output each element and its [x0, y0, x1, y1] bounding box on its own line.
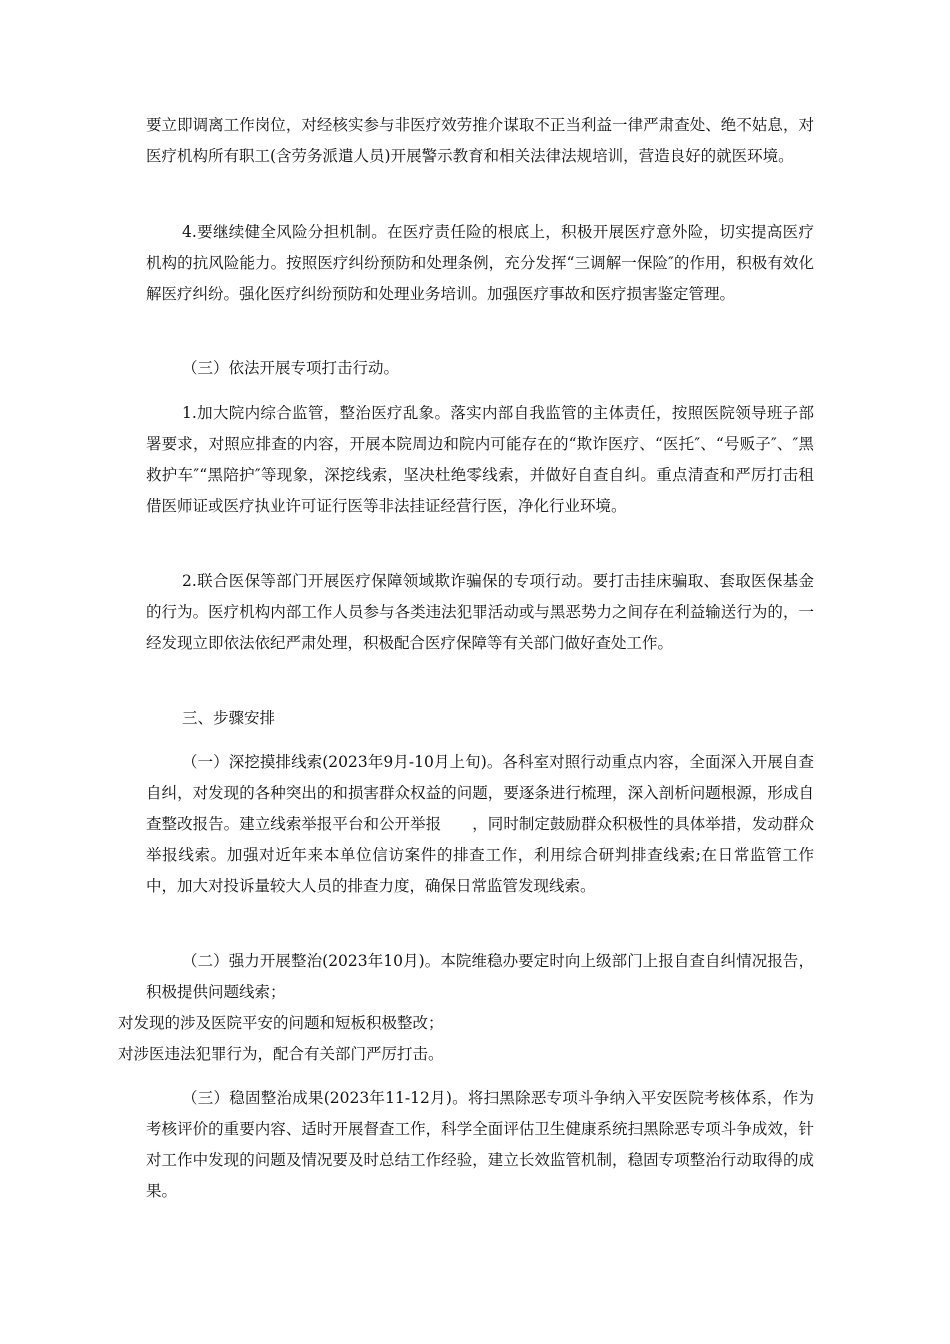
- line-crackdown: 对涉医违法犯罪行为，配合有关部门严厉打击。: [118, 1045, 444, 1063]
- paragraph-internal-supervision: 1.加大院内综合监管，整治医疗乱象。落实内部自我监管的主体责任，按照医院领导班子部署要求，对照应排查的内容，开展本院周边和院内可能存在的“欺诈医疗、“医托″、“号贩子″、″黑救护车″“黑陪护″等现象，深挖线索，坚决杜绝零线索，并做好自查自纠。重点清查和严厉打击租借医师证或医疗执业许可证行医等非法挂证经营行医，净化行业环境。: [146, 404, 814, 515]
- section-heading-steps: 三、步骤安排: [182, 709, 276, 727]
- paragraph-step-three: （三）稳固整治成果(2023年11-12月)。将扫黑除恶专项斗争纳入平安医院考核体系，作为考核评价的重要内容、适时开展督查工作，科学全面评估卫生健康系统扫黑除恶专项斗争成效，针对工作中发现的问题及情况要及时总结工作经验，建立长效监管机制，稳固专项整治行动取得的成果。: [146, 1089, 814, 1200]
- paragraph-continuation: 要立即调离工作岗位，对经核实参与非医疗效劳推介谋取不正当利益一律严肃查处、绝不姑息，对医疗机构所有职工(含劳务派遣人员)开展警示教育和相关法律法规培训，营造良好的就医环境。: [146, 116, 814, 165]
- section-heading-special-action: （三）依法开展专项打击行动。: [182, 359, 400, 377]
- paragraph-step-two: （二）强力开展整治(2023年10月)。本院维稳办要定时向上级部门上报自查自纠情况报告，积极提供问题线索；: [146, 952, 814, 1001]
- paragraph-risk-sharing: 4.要继续健全风险分担机制。在医疗责任险的根底上，积极开展医疗意外险，切实提高医疗机构的抗风险能力。按照医疗纠纷预防和处理条例，充分发挥“三调解一保险″的作用，积极有效化解医疗纠纷。强化医疗纠纷预防和处理业务培训。加强医疗事故和医疗损害鉴定管理。: [146, 223, 814, 303]
- paragraph-medical-insurance: 2.联合医保等部门开展医疗保障领域欺诈骗保的专项行动。要打击挂床骗取、套取医保基金的行为。医疗机构内部工作人员参与各类违法犯罪活动或与黑恶势力之间存在利益输送行为的，一经发现立即依法依纪严肃处理，积极配合医疗保障等有关部门做好查处工作。: [146, 572, 814, 652]
- line-rectification: 对发现的涉及医院平安的问题和短板积极整改；: [118, 1014, 444, 1032]
- paragraph-step-one: （一）深挖摸排线索(2023年9月-10月上旬)。各科室对照行动重点内容，全面深入开展自查自纠，对发现的各种突出的和损害群众权益的问题，要逐条进行梳理，深入剖析问题根源，形成自查整改报告。建立线索举报平台和公开举报 ，同时制定鼓励群众积极性的具体举措，发动群众举报线索。加强对近年来本单位信访案件的排查工作，利用综合研判排查线索;在日常监管工作中，加大对投诉量较大人员的排查力度，确保日常监管发现线索。: [146, 753, 814, 895]
